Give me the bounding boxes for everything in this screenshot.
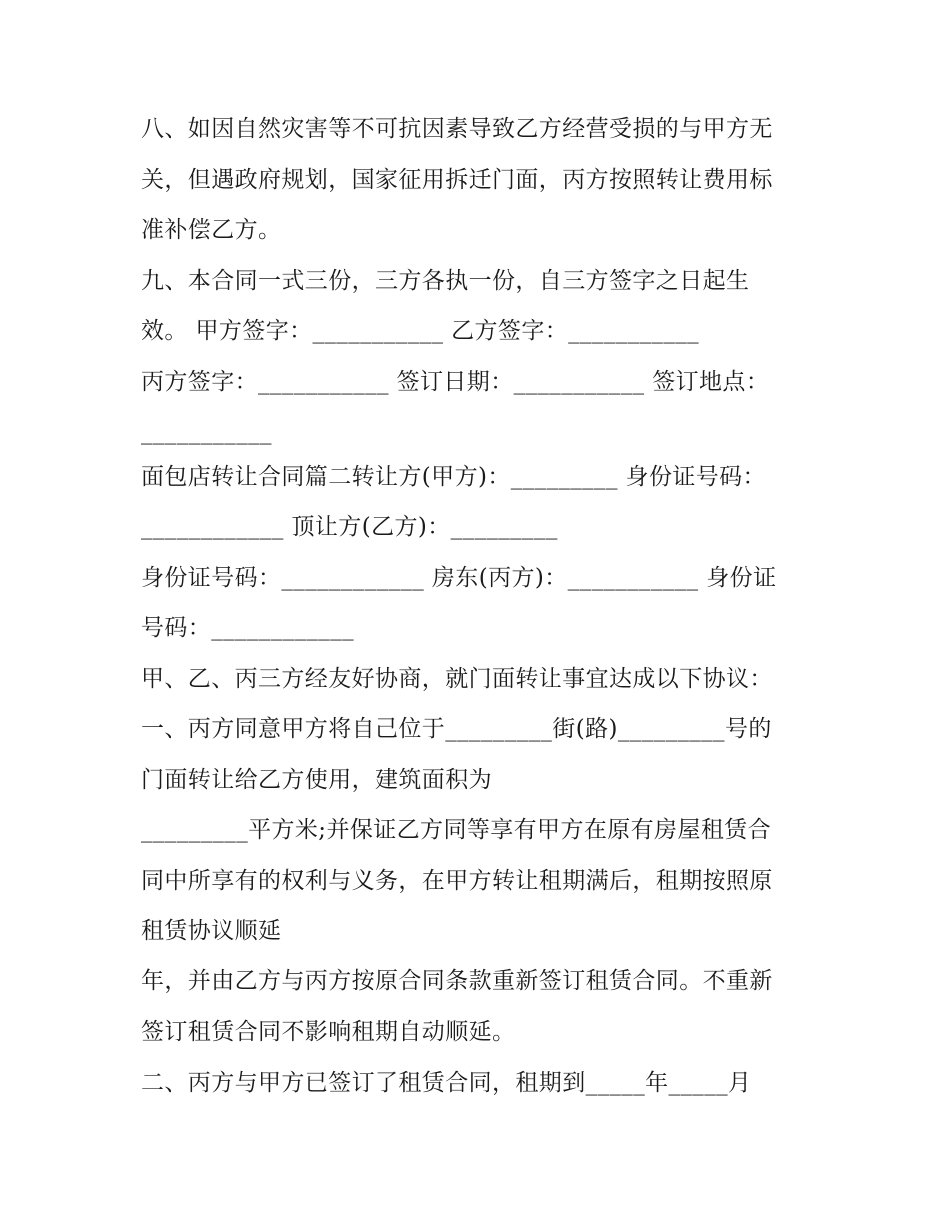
text-line: ___________ [141, 419, 272, 445]
text-line: 签订租赁合同不影响租期自动顺延。 [141, 1019, 516, 1045]
text-line: 二、丙方与甲方已签订了租赁合同，租期到_____年_____月 [141, 1070, 752, 1096]
text-line: 同中所享有的权利与义务，在甲方转让租期满后，租期按照原 [141, 868, 773, 894]
text-line: 效。 甲方签字：___________ 乙方签字：___________ [141, 318, 700, 344]
text-line: ____________ 顶让方(乙方)：_________ [141, 514, 558, 540]
text-line: 租赁协议顺延 [141, 918, 282, 944]
text-line: 丙方签字：___________ 签订日期：___________ 签订地点： [141, 369, 770, 395]
text-line: 号码：____________ [141, 615, 354, 641]
text-line: 关，但遇政府规划，国家征用拆迁门面，丙方按照转让费用标 [141, 167, 773, 193]
text-line: 九、本合同一式三份，三方各执一份，自三方签字之日起生 [141, 268, 750, 294]
text-line: 八、如因自然灾害等不可抗因素导致乙方经营受损的与甲方无 [141, 116, 773, 142]
text-line: 面包店转让合同篇二转让方(甲方)：_________ 身份证号码： [141, 464, 766, 490]
text-line: _________平方米;并保证乙方同等享有甲方在原有房屋租赁合 [141, 817, 772, 843]
text-line: 一、丙方同意甲方将自己位于_________街(路)_________号的 [141, 716, 772, 742]
text-line: 门面转让给乙方使用，建筑面积为 [141, 767, 492, 793]
text-line: 身份证号码：____________ 房东(丙方)：___________ 身份证 [141, 565, 777, 591]
text-line: 准补偿乙方。 [141, 217, 282, 243]
text-line: 年，并由乙方与丙方按原合同条款重新签订租赁合同。不重新 [141, 968, 773, 994]
text-line: 甲、乙、丙三方经友好协商，就门面转让事宜达成以下协议： [141, 666, 773, 692]
